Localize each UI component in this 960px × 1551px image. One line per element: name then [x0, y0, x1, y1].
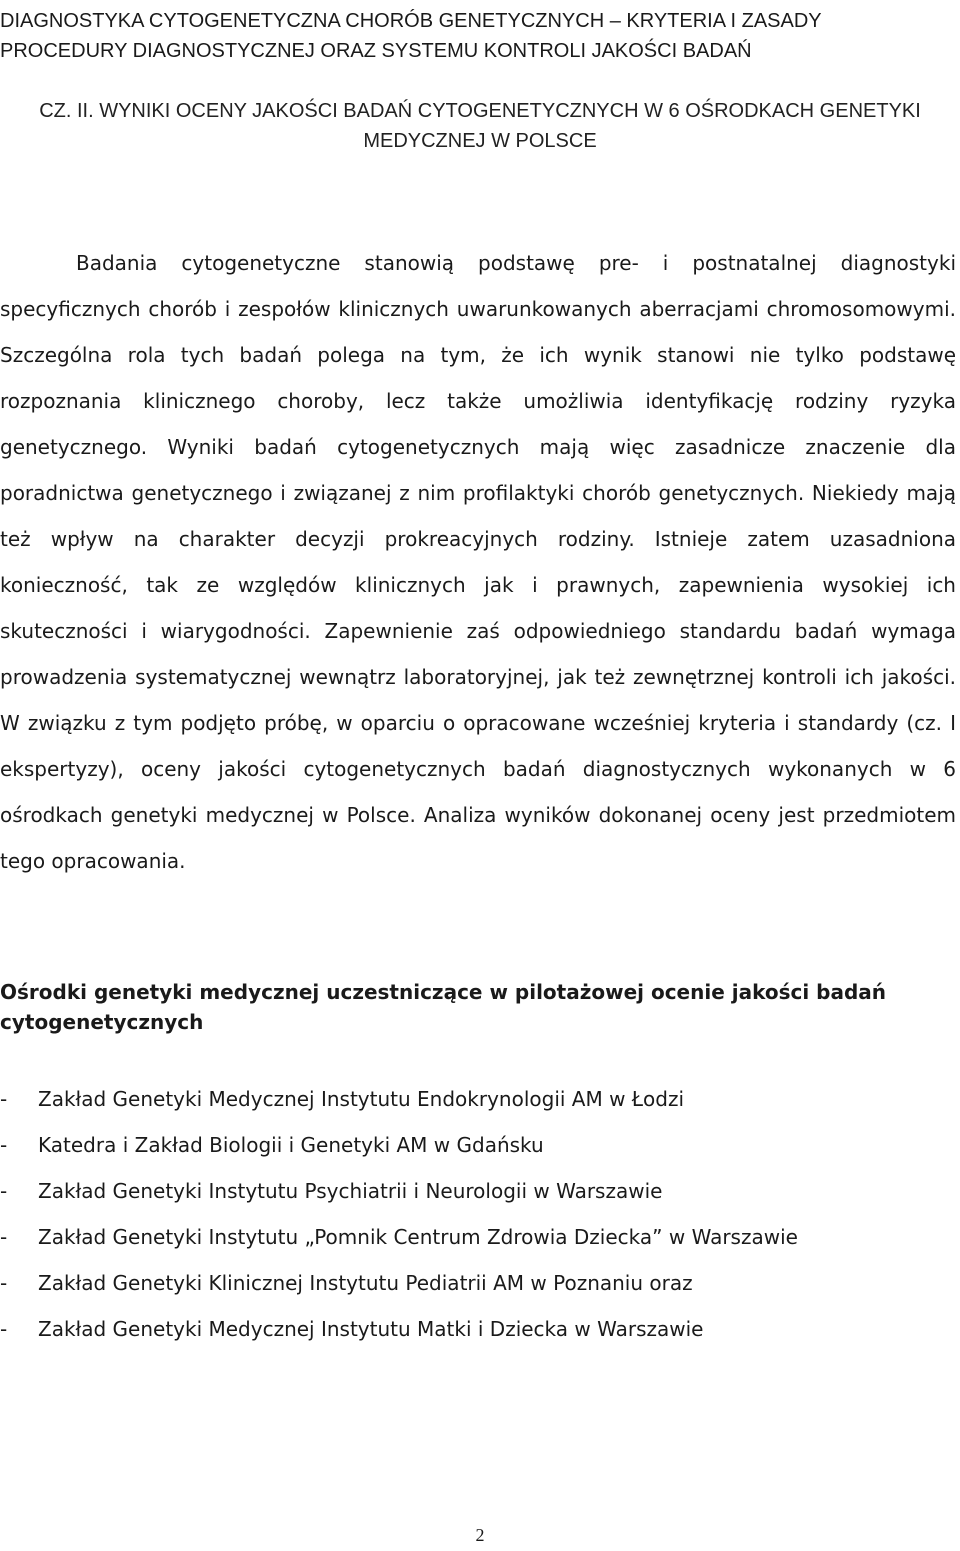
list-item	[0, 1122, 960, 1168]
list-item	[0, 1076, 960, 1122]
header-title-line-2: PROCEDURY DIAGNOSTYCZNEJ ORAZ SYSTEMU KONTROLI JAKOŚCI BADAŃ	[0, 40, 752, 62]
document-subtitle	[0, 96, 960, 156]
subtitle-line-2: MEDYCZNEJ W POLSCE	[363, 130, 597, 152]
list-bullet: -	[0, 1225, 8, 1249]
list-item	[0, 1306, 960, 1352]
document-header	[0, 6, 960, 66]
list-item	[0, 1168, 960, 1214]
intro-paragraph: Badania cytogenetyczne stanowią podstawę pre- i postnatalnej diagnostyki specyficznych chorób i zespołów klinicznych uwarunkowanych aberracjami chromosomowymi. Szczególna rola tych badań polega na tym, że ich wynik stanowi nie tylko podstawę rozpoznania klinicznego choroby, lecz także umożliwia identyfikację rodziny ryzyka genetycznego. Wyniki badań cytogenetycznych mają więc zasadnicze znaczenie dla poradnictwa genetycznego i związanej z nim profilaktyki chorób genetycznych. Niekiedy mają też wpływ na charakter decyzji prokreacyjnych rodziny. Istnieje zatem uzasadniona konieczność, tak ze względów klinicznych jak i prawnych, zapewnienia wysokiej ich skuteczności i wiarygodności. Zapewnienie zaś odpowiedniego standardu badań wymaga prowadzenia systematycznej wewnątrz laboratoryjnej, jak też zewnętrznej kontroli ich jakości. W związku z tym podjęto próbę, w oparciu o opracowane wcześniej kryteria i standardy (cz. I ekspertyzy), oceny jakości cytogenetycznych badań diagnostycznych wykonanych w 6 ośrodkach genetyki medycznej w Polsce. Analiza wyników dokonanej oceny jest przedmiotem tego opracowania.	[0, 251, 956, 873]
centers-list	[0, 1076, 960, 1352]
list-item	[0, 1214, 960, 1260]
list-bullet: -	[0, 1317, 8, 1341]
header-title-line-1: DIAGNOSTYKA CYTOGENETYCZNA CHORÓB GENETYCZNYCH – KRYTERIA I ZASADY	[0, 10, 822, 32]
section-heading: Ośrodki genetyki medycznej uczestniczące w pilotażowej ocenie jakości badań cytogenetycznych	[0, 980, 887, 1034]
list-bullet: -	[0, 1087, 8, 1111]
center-name: Zakład Genetyki Medycznej Instytutu Endokrynologii AM w Łodzi	[38, 1087, 685, 1111]
center-name: Katedra i Zakład Biologii i Genetyki AM w Gdańsku	[38, 1133, 544, 1157]
center-name: Zakład Genetyki Instytutu „Pomnik Centrum Zdrowia Dziecka” w Warszawie	[38, 1225, 798, 1249]
center-name: Zakład Genetyki Instytutu Psychiatrii i Neurologii w Warszawie	[38, 1179, 663, 1203]
center-name: Zakład Genetyki Medycznej Instytutu Matki i Dziecka w Warszawie	[38, 1317, 704, 1341]
list-bullet: -	[0, 1133, 8, 1157]
subtitle-line-1: CZ. II. WYNIKI OCENY JAKOŚCI BADAŃ CYTOGENETYCZNYCH W 6 OŚRODKACH GENETYKI	[39, 100, 921, 122]
list-item	[0, 1260, 960, 1306]
list-bullet: -	[0, 1179, 8, 1203]
list-bullet: -	[0, 1271, 8, 1295]
page-number: 2	[475, 1525, 485, 1545]
center-name: Zakład Genetyki Klinicznej Instytutu Pediatrii AM w Poznaniu oraz	[38, 1271, 693, 1295]
